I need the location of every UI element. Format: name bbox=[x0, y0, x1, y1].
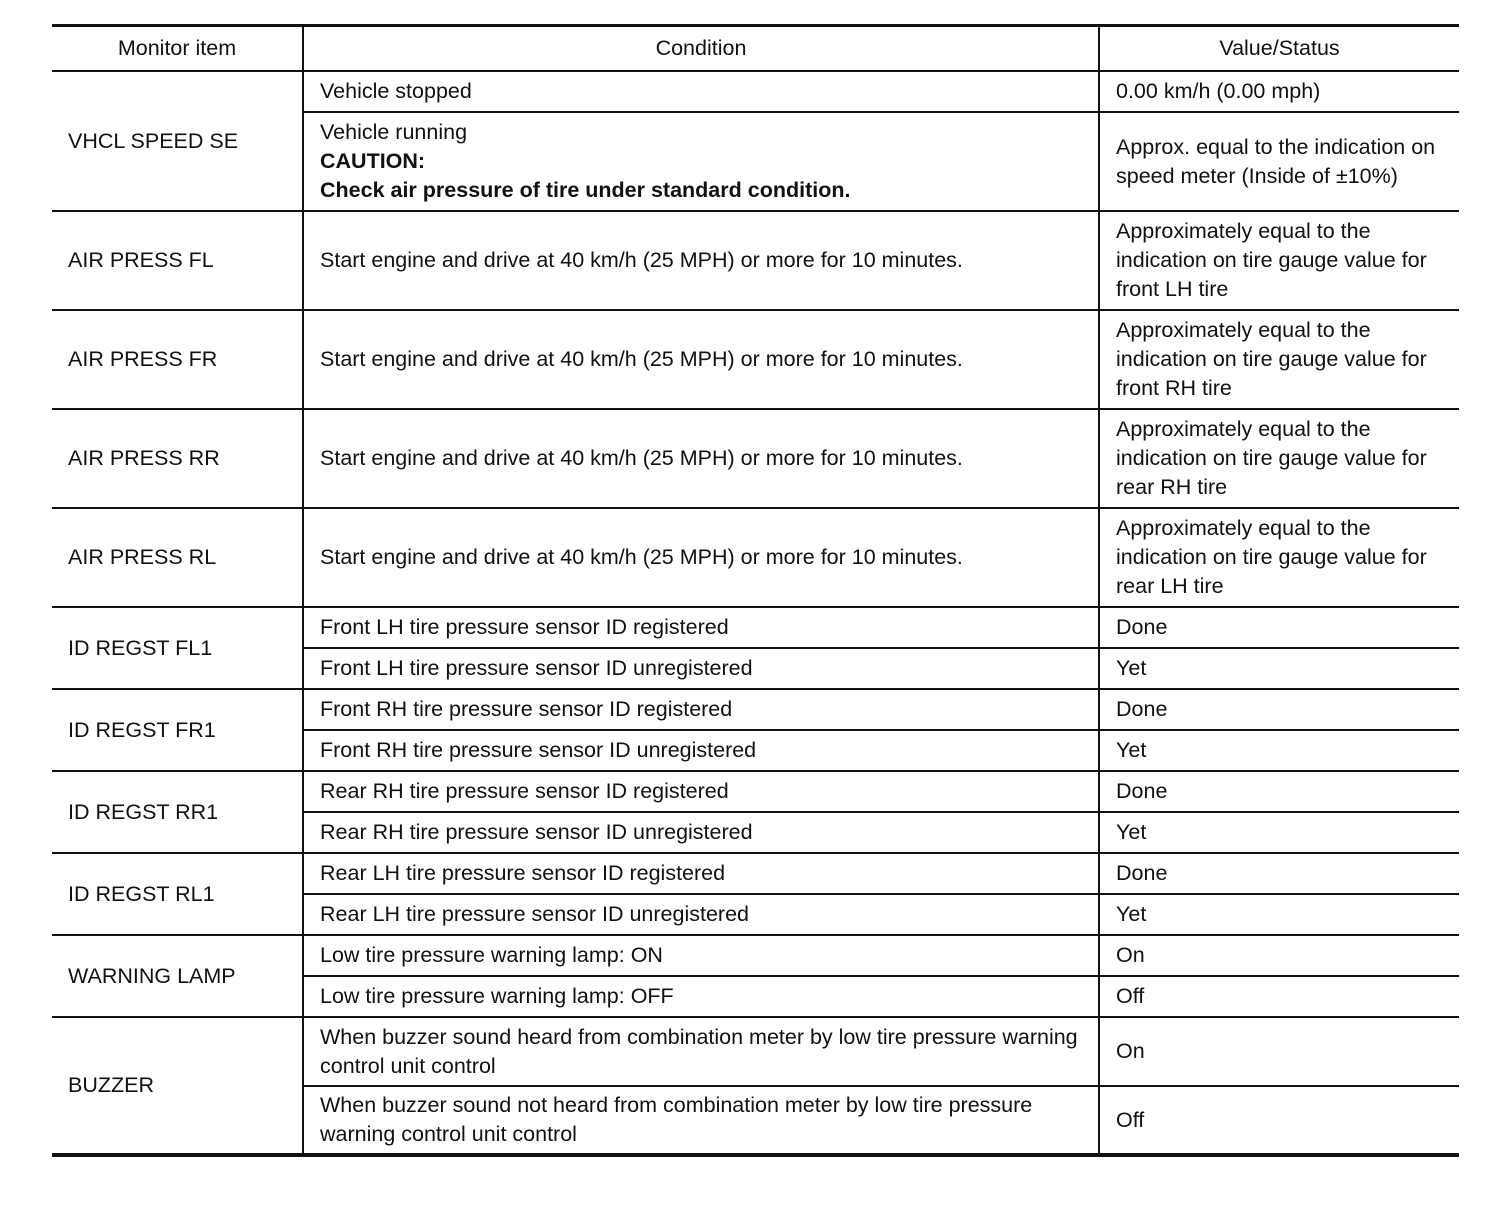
condition-cell: When buzzer sound not heard from combination meter by low tire pressure warning control unit control bbox=[303, 1086, 1099, 1155]
monitor-item: VHCL SPEED SE bbox=[52, 71, 303, 211]
value-cell: Approx. equal to the indication on speed meter (Inside of ±10%) bbox=[1099, 112, 1459, 211]
condition-cell: Vehicle stopped bbox=[303, 71, 1099, 112]
table-row bbox=[52, 607, 1459, 648]
value-cell: Done bbox=[1099, 853, 1459, 894]
monitor-item: ID REGST FR1 bbox=[52, 689, 303, 771]
table-row bbox=[52, 935, 1459, 976]
value-cell: Off bbox=[1099, 976, 1459, 1017]
condition-cell: Rear LH tire pressure sensor ID unregistered bbox=[303, 894, 1099, 935]
condition-cell: Start engine and drive at 40 km/h (25 MPH) or more for 10 minutes. bbox=[303, 211, 1099, 310]
condition-cell: Rear LH tire pressure sensor ID registered bbox=[303, 853, 1099, 894]
value-cell: Yet bbox=[1099, 730, 1459, 771]
monitor-item: WARNING LAMP bbox=[52, 935, 303, 1017]
condition-cell bbox=[303, 112, 1099, 211]
value-cell: 0.00 km/h (0.00 mph) bbox=[1099, 71, 1459, 112]
value-cell: Off bbox=[1099, 1086, 1459, 1155]
condition-cell: Front RH tire pressure sensor ID registered bbox=[303, 689, 1099, 730]
condition-cell: Low tire pressure warning lamp: OFF bbox=[303, 976, 1099, 1017]
value-cell: Approximately equal to the indication on tire gauge value for rear RH tire bbox=[1099, 409, 1459, 508]
table-row bbox=[52, 689, 1459, 730]
value-cell: Approximately equal to the indication on tire gauge value for front LH tire bbox=[1099, 211, 1459, 310]
value-cell: Done bbox=[1099, 689, 1459, 730]
value-cell: On bbox=[1099, 1017, 1459, 1086]
value-cell: Done bbox=[1099, 607, 1459, 648]
value-cell: Approximately equal to the indication on tire gauge value for front RH tire bbox=[1099, 310, 1459, 409]
header-row bbox=[52, 26, 1459, 72]
table-row bbox=[52, 1017, 1459, 1086]
monitor-item: ID REGST RL1 bbox=[52, 853, 303, 935]
table-row bbox=[52, 853, 1459, 894]
table-row bbox=[52, 71, 1459, 112]
monitor-table bbox=[52, 24, 1459, 1157]
caution-label: CAUTION: bbox=[320, 149, 426, 173]
header-value-status: Value/Status bbox=[1099, 26, 1459, 72]
condition-cell: Low tire pressure warning lamp: ON bbox=[303, 935, 1099, 976]
condition-cell: Front LH tire pressure sensor ID registered bbox=[303, 607, 1099, 648]
table-row bbox=[52, 508, 1459, 607]
condition-cell: Front RH tire pressure sensor ID unregistered bbox=[303, 730, 1099, 771]
monitor-item: AIR PRESS FL bbox=[52, 211, 303, 310]
condition-cell: Start engine and drive at 40 km/h (25 MPH) or more for 10 minutes. bbox=[303, 409, 1099, 508]
condition-cell: Rear RH tire pressure sensor ID registered bbox=[303, 771, 1099, 812]
value-cell: Yet bbox=[1099, 648, 1459, 689]
condition-cell: Front LH tire pressure sensor ID unregistered bbox=[303, 648, 1099, 689]
monitor-item: AIR PRESS FR bbox=[52, 310, 303, 409]
condition-cell: Start engine and drive at 40 km/h (25 MPH) or more for 10 minutes. bbox=[303, 310, 1099, 409]
value-cell: Yet bbox=[1099, 812, 1459, 853]
condition-cell: When buzzer sound heard from combination meter by low tire pressure warning control unit control bbox=[303, 1017, 1099, 1086]
condition-cell: Rear RH tire pressure sensor ID unregistered bbox=[303, 812, 1099, 853]
header-condition: Condition bbox=[303, 26, 1099, 72]
monitor-item: AIR PRESS RL bbox=[52, 508, 303, 607]
table-row bbox=[52, 211, 1459, 310]
value-cell: Yet bbox=[1099, 894, 1459, 935]
monitor-item: BUZZER bbox=[52, 1017, 303, 1155]
table-row bbox=[52, 310, 1459, 409]
condition-text: Vehicle running bbox=[320, 120, 468, 144]
header-monitor-item: Monitor item bbox=[52, 26, 303, 72]
value-cell: Approximately equal to the indication on tire gauge value for rear LH tire bbox=[1099, 508, 1459, 607]
table-row bbox=[52, 771, 1459, 812]
value-cell: Done bbox=[1099, 771, 1459, 812]
monitor-item: ID REGST FL1 bbox=[52, 607, 303, 689]
condition-cell: Start engine and drive at 40 km/h (25 MPH) or more for 10 minutes. bbox=[303, 508, 1099, 607]
value-cell: On bbox=[1099, 935, 1459, 976]
table-row bbox=[52, 409, 1459, 508]
caution-text: Check air pressure of tire under standard condition. bbox=[320, 178, 851, 202]
monitor-item: ID REGST RR1 bbox=[52, 771, 303, 853]
monitor-item: AIR PRESS RR bbox=[52, 409, 303, 508]
